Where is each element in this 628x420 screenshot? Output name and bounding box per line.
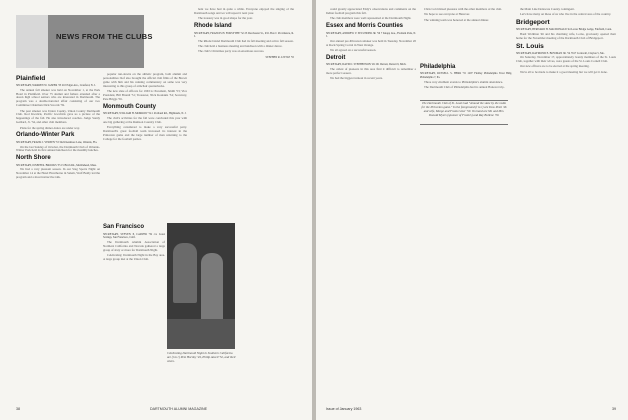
club-heading: Monmouth County xyxy=(103,103,156,110)
club-heading: Philadelphia xyxy=(420,63,456,70)
article-paragraph: The past smoker was Union County, Union County Dartmouth Club. Rod Kwalick, Pacific Gwafrick gave us a picture of the happenings of the fall. He also introduced coaches. Judge Sandy Gerhard, Jr. '34, and other club members. xyxy=(16,108,100,125)
secretary-line: SECRETARY, BERNARD H. MACDONALD '44 Lower Bridge Ledge, Fairfield, Conn. xyxy=(516,28,612,32)
photo-caption: Celebrating Dartmouth Night in Southern California are (l to r) Pete Hornby '49, Philip Ansell '52, and their wives. xyxy=(167,351,236,363)
secretary-line: SECRETARY, JOSEPH R. BROOKS '55 15 Birch Rd., Marblehead, Mass. xyxy=(16,163,97,167)
article-paragraph: The treasury was in good shape for the year. xyxy=(198,16,253,21)
article-paragraph: the Main Line Delaware County contingent. xyxy=(520,8,575,11)
article-paragraph: The club held a business meeting and luncheon with a dinner dance. xyxy=(198,44,283,49)
club-heading: Detroit xyxy=(326,54,346,61)
club-heading: Rhode Island xyxy=(194,23,232,30)
article-paragraph: Everything considered to make a very successful party. Dartmouth's great football team increased its interest in the Princeton game and the large number of men returning to the College for the football parties. xyxy=(103,125,187,141)
club-heading: Plainfield xyxy=(16,75,46,82)
magazine-footer: DARTMOUTH ALUMNI MAGAZINE xyxy=(150,407,208,411)
article-paragraph: We're all to be made to make it a good meeting but we will get it done. xyxy=(520,69,608,74)
photo-figure xyxy=(201,253,223,323)
article-paragraph: We all agreed on a successful season. xyxy=(330,48,377,52)
article-paragraph: The club's Christmas party was an enormous success. xyxy=(198,49,265,54)
right-page xyxy=(316,0,628,420)
article-paragraph: Three very ebullient events to Philadelphia's alumni attendance. xyxy=(424,79,504,84)
secretary-line: SECRETARY, WARREN W. JASPER '33 210 Edgar Ave., Cranford, N. J. xyxy=(16,84,96,87)
article-paragraph: Celebrating: Dartmouth Night in the Bay area. A large group met at the Union Club. xyxy=(103,252,165,261)
article-paragraph: Plans for the spring dinner-dance are under way. xyxy=(20,125,80,130)
article-paragraph: Our new officers are to be elected at the spring meeting. xyxy=(520,64,590,69)
article-paragraph: The club's activities for the fall were concluded this year with one big gathering at the Rumson Country Club. xyxy=(103,115,187,124)
banner-illustration xyxy=(16,15,48,68)
right-column-2 xyxy=(420,8,512,403)
secretary-line: SECRETARY, ANDREW V. SECUNDER JR. '56 7 Knapp Ave., Florham Park, N. J. xyxy=(326,31,416,39)
club-heading: Essex and Morris Counties xyxy=(326,23,404,30)
club-heading: North Shore xyxy=(16,155,51,162)
article-paragraph: We had a very pleasant season. In our Stag Sports Night on November 14 at the Hotel Hawthorne in Salem, Wolf Baldy led the program and a most instructive talk. xyxy=(16,167,100,180)
article-paragraph: The oldest of pioneers in this area find it difficult to remember a more perfect season. xyxy=(326,67,416,75)
right-column-3 xyxy=(516,8,616,403)
left-page xyxy=(0,0,312,420)
article-paragraph: The winning team was honored at the annual dinner. xyxy=(424,17,489,22)
article-paragraph: popular run-downs on the athletic program, both alumni and personalities: Ref also brought the official club films of the Brown game with him and his running commentary on same was very interesting to this group of armchair quarterbacks. xyxy=(103,73,187,88)
caption-spacer xyxy=(420,24,512,54)
article-paragraph: Basil Wollman '46 and his charming wife, Lorna, graciously opened their home for the November meeting of the Dartmouth Club of Bridgeport. xyxy=(516,31,616,40)
article-paragraph: Let's have many on these of us who live in the central area of the country. xyxy=(520,12,612,17)
secretary-line: SECRETARY, RAYMOND E. BOWMAN JR. '54 7617 Cornwall, Clayton 5, Mo. xyxy=(516,51,605,55)
club-heading: San Francisco xyxy=(103,224,145,230)
article-paragraph: On Saturday, November 17, approximately twenty members of the St. Louis Club, together with their wives, were guests of the St. Louis Cornell Club. xyxy=(516,55,616,64)
photo-table xyxy=(167,319,235,349)
secretary-line: SECRETARY, STEVEN P. CARVER '59 c/o Coast Savings, San Francisco, Calif. xyxy=(103,232,165,240)
left-column-1 xyxy=(16,73,100,403)
photo-caption-box: The Dartmouth Club of St. Louis had "Around the state by the radio for the Princeton game." In the foreground (l to r) are Dow Pratt '46 and wife, Marge and Frank Greer '50. On hand are Mr. and Mrs. Donald Myers (sponsor of Frank's) and Ray Bullene '30. xyxy=(420,100,508,125)
club-photo xyxy=(167,223,235,349)
article-paragraph: could greatly appreciated Eddy's observations and comments on the Indian football program this fall. xyxy=(326,8,416,15)
article-paragraph: bent we have had in quite a while. Everyone enjoyed the singing of the Dartmouth songs and we will repeat it next year. xyxy=(194,8,294,15)
article-paragraph: The Dartmouth Alumni Association of Northern California and Nevada gathered a large group of sixty or more for Dartmouth Night. xyxy=(103,239,165,252)
article-paragraph: The annual fall smoker was held on November 1, at the Park Hotel in Plainfield. Over 75 alumni and fathers attended after a dozen high school seniors who are interested in Dartmouth. The program was a double-barreled affair consisting of our two Committee Chairmen Dick Swords '39. xyxy=(16,87,100,108)
magazine-footer: Issue of January 1963 xyxy=(326,407,362,411)
article-paragraph: The new slate of officers for 1963 is: President, Smith '53; Vice President, Bill Brandt '51; Treasurer, Nick Koutakis '54; Secretary, Pete Briggs '56. xyxy=(103,89,187,101)
article-paragraph: Our annual pre-Princeton smoker was held in Tuesday, November 20 at Rock Spring Corral in West Orange. xyxy=(326,38,416,47)
article-paragraph: Chris Cold mixed pleasure with the other members of the club. xyxy=(424,8,502,11)
secretary-line: SECRETARY, RUSSELL S. HERR '55 1207 Findley Philadelphia Trust Bldg. Philadelphia 7, Pa. xyxy=(420,72,512,79)
article-paragraph: We had the biggest turnout in recent years. xyxy=(330,76,383,81)
article-paragraph: The club members were well represented at the Dartmouth Night. xyxy=(330,16,412,21)
secretary-line: SECRETARY, WILLIAM H. MORROW '54 1 Portland Rd., Highlands, N. J. xyxy=(103,112,187,116)
page-number: 39 xyxy=(612,407,616,411)
right-column-1 xyxy=(326,8,416,403)
left-column-2-top xyxy=(103,73,187,221)
article-paragraph: The Dartmouth Club of Philadelphia had its annual Hanover trip. xyxy=(424,84,505,89)
section-banner xyxy=(16,15,153,68)
article-paragraph: On the last Sunday of October, the Dartmouth Club of Orlando-Winter Park held its first annual luncheon for the monthly lunches. xyxy=(16,144,100,153)
article-paragraph: We hope to see everyone at Hanover. xyxy=(424,12,470,17)
secretary-line: SECRETARY, DAVID J. STEPHENSON '49 101 Detroit, Detroit 9, Mich. xyxy=(326,63,407,67)
secretary-line: SECRETARY, FRANK J. VERSEN '53 3424 Kenmore Lane, Orlando, Fla. xyxy=(16,140,98,144)
signature-line: STEPHEN R. LITTLE '55 xyxy=(265,55,294,59)
photo-figure xyxy=(173,243,197,303)
secretary-line: SECRETARY, FRANCIS H. FORSYTHE '52 23 Dorchester St., P.O. Box C Providence, R. I. xyxy=(194,31,294,39)
left-column-3 xyxy=(194,8,294,213)
club-heading: St. Louis xyxy=(516,42,544,50)
page-number: 38 xyxy=(16,407,20,411)
article-paragraph: The Rhode Island Dartmouth Club had its fall meeting and active fall season. xyxy=(198,38,294,43)
club-heading: Orlando-Winter Park xyxy=(16,132,75,139)
banner-title: NEWS FROM THE CLUBS xyxy=(56,32,153,41)
left-column-2-bottom xyxy=(103,222,165,402)
club-heading: Bridgeport xyxy=(516,19,550,27)
